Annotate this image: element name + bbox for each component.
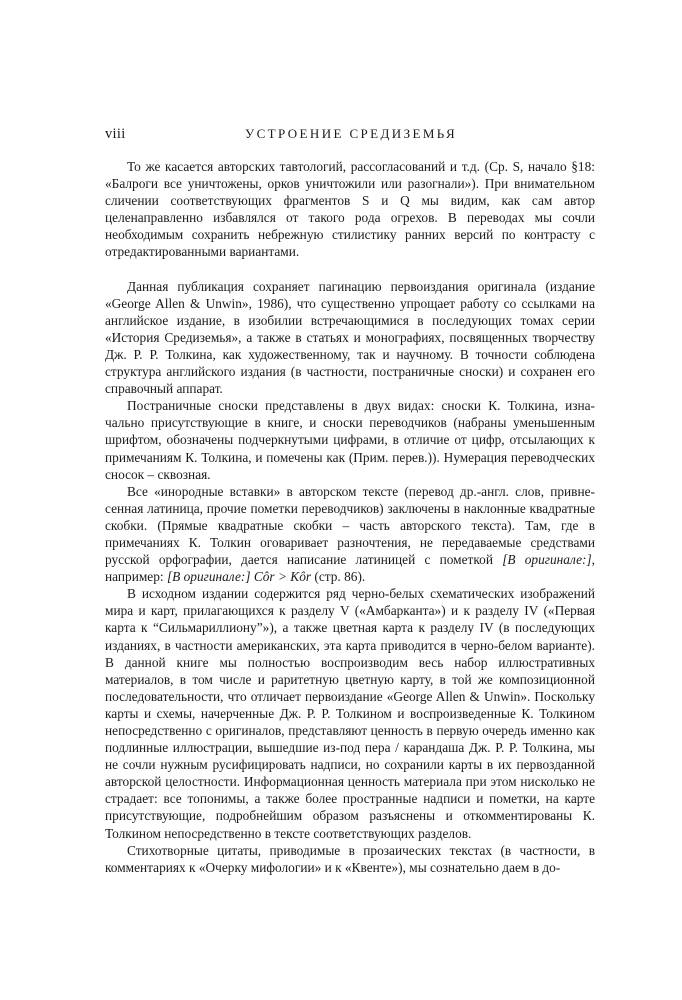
italic-note: [В оригинале:] [502,552,592,568]
italic-example: [В оригинале:] Côr > Kôr [166,569,312,585]
paragraph: В исходном издании содержится ряд черно-белых схематических изображений мира и карт, прилагающихся к разделу V («Амбарканта») и к разделу IV («Первая карта к “Сильмариллиону”»), а также цветная карта к разделу IV (в последующих изданиях, в частности американских, эта карта приводится в черно-белом варианте). В данной книге мы полностью воспроизводим весь набор иллюстративных материалов, в том числе и раритетную цветную карту, в той же композиционной последовательности, что отличает первоиздание «George Allen & Unwin». Поскольку карты и схемы, начерченные Дж. Р. Р. Толкином и воспроизведенные К. Толкином непосредственно с оригиналов, представляют ценность в первую очередь именно как подлинные иллюстрации, вышедшие из-под пера / карандаша Дж. Р. Р. Толкина, мы не сочли нужным русифицировать надписи, но сохранили карты в их первозданной авторской целостности. Информационная ценность материала при этом нисколько не страдает: все топонимы, а также более пространные надписи и пометки, на карте присутствующие, подробнейшим образом разъяснены и откомментированы К. Толкином непосредственно в тексте соответствующих разделов. [105,586,595,841]
paragraph: Данная публикация сохраняет пагинацию первоиздания оригинала (издание «George Allen & Unwin», 1986), что существенно упрощает работу со ссылками на английское издание, в изобилии встречающимися в последующих томах серии «История Средиземья», а также в статьях и монографиях, посвященных творчеству Дж. Р. Р. Толкина, как художественному, так и научному. В точности соблюдена структура английского издания (в частности, постраничные сноски) и сохранен его справочный аппарат. [105,278,595,397]
body-text [105,158,595,876]
section-gap [105,261,595,278]
paragraph-text: Все «инородные вставки» в авторском тексте (перевод др.-англ. слов, привнесенная латиница, прочие пометки переводчиков) заключены в наклонные квадратные скобки. (Прямые квадратные скобки – часть авторского текста). Там, где в примечаниях К. Толкин оговаривает разночтения, не передаваемые средствами русской орфографии, дается написание латиницей с пометкой [105,483,595,568]
paragraph: Стихотворные цитаты, приводимые в прозаических текстах (в частности, в комментариях к «Очерку мифологии» и к «Квенте»), мы сознательно даем в до- [105,842,595,875]
paragraph: Постраничные сноски представлены в двух видах: сноски К. Толкина, изначально присутствующие в книге, и сноски переводчиков (набраны уменьшенным шрифтом, обозначены подчеркнутыми цифрами, в отличие от цифр, отсылающих к примечаниям К. Толкина, и помечены как (Прим. перев.)). Нумерация переводческих сносок – сквозная. [105,398,595,482]
page-number: viii [105,126,126,142]
page-header [105,126,587,146]
paragraph-text: (стр. 86). [311,569,366,585]
paragraph: То же касается авторских тавтологий, рассогласований и т.д. (Ср. S, начало §18: «Балроги все уничтожены, орков уничтожили или разогнали»). При внимательном сличении соответствующих фрагментов S и Q мы видим, как сам автор целенаправленно избавлялся от такого рода огрехов. В переводах мы сочли необходимым сохранить небрежную стилистику ранних версий по контрасту с отредактированными вариантами. [105,159,595,260]
paragraph-text: , например: [105,552,596,585]
running-title: УСТРОЕНИЕ СРЕДИЗЕМЬЯ [244,126,458,141]
paragraph [105,483,595,586]
